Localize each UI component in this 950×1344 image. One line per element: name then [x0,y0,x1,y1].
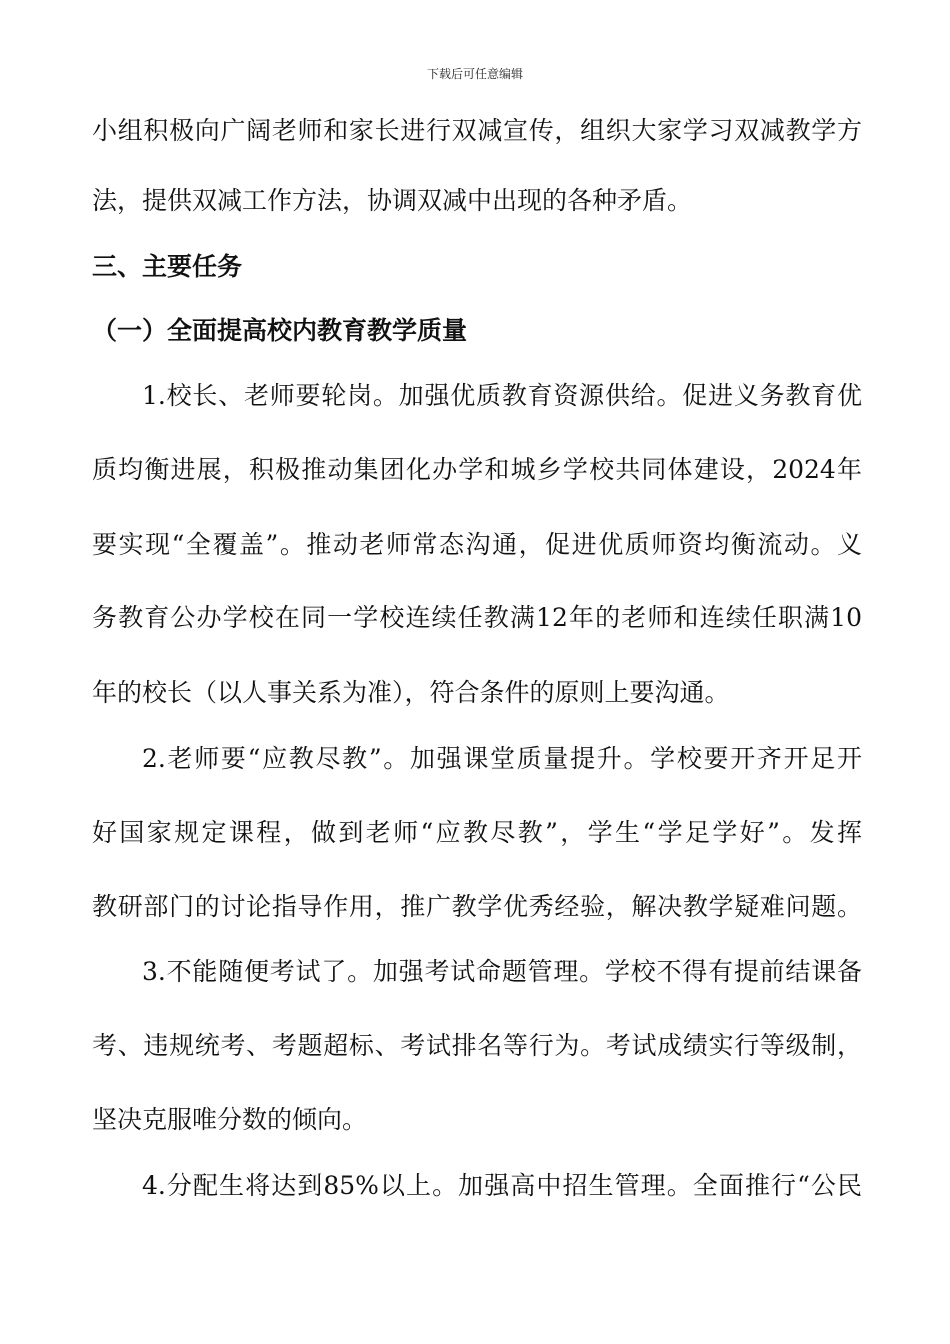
subsection-heading: （一）全面提高校内教育教学质量 [92,316,468,345]
body-line: 要实现“全覆盖”。推动老师常态沟通，促进优质师资均衡流动。义 [92,530,862,559]
body-line: 务教育公办学校在同一学校连续任教满12年的老师和连续任职满10 [92,603,862,632]
body-line: 1.校长、老师要轮岗。加强优质教育资源供给。促进义务教育优 [142,381,862,410]
body-line: 法，提供双减工作方法，协调双减中出现的各种矛盾。 [92,186,693,215]
section-heading: 三、主要任务 [92,252,243,281]
body-line: 好国家规定课程，做到老师“应教尽教”，学生“学足学好”。发挥 [92,818,862,847]
body-line: 4.分配生将达到85%以上。加强高中招生管理。全面推行“公民 [142,1171,862,1200]
body-line: 坚决克服唯分数的倾向。 [92,1105,368,1134]
body-line: 教研部门的讨论指导作用，推广教学优秀经验，解决教学疑难问题。 [92,892,862,921]
body-line: 2.老师要“应教尽教”。加强课堂质量提升。学校要开齐开足开 [142,744,862,773]
page-header: 下载后可任意编辑 [426,67,523,81]
body-line: 3.不能随便考试了。加强考试命题管理。学校不得有提前结课备 [142,957,862,986]
body-line: 年的校长（以人事关系为准），符合条件的原则上要沟通。 [92,678,730,707]
body-line: 考、违规统考、考题超标、考试排名等行为。考试成绩实行等级制， [92,1031,862,1060]
body-line: 小组积极向广阔老师和家长进行双减宣传，组织大家学习双减教学方 [92,116,862,145]
body-line: 质均衡进展，积极推动集团化办学和城乡学校共同体建设，2024年 [92,455,862,484]
